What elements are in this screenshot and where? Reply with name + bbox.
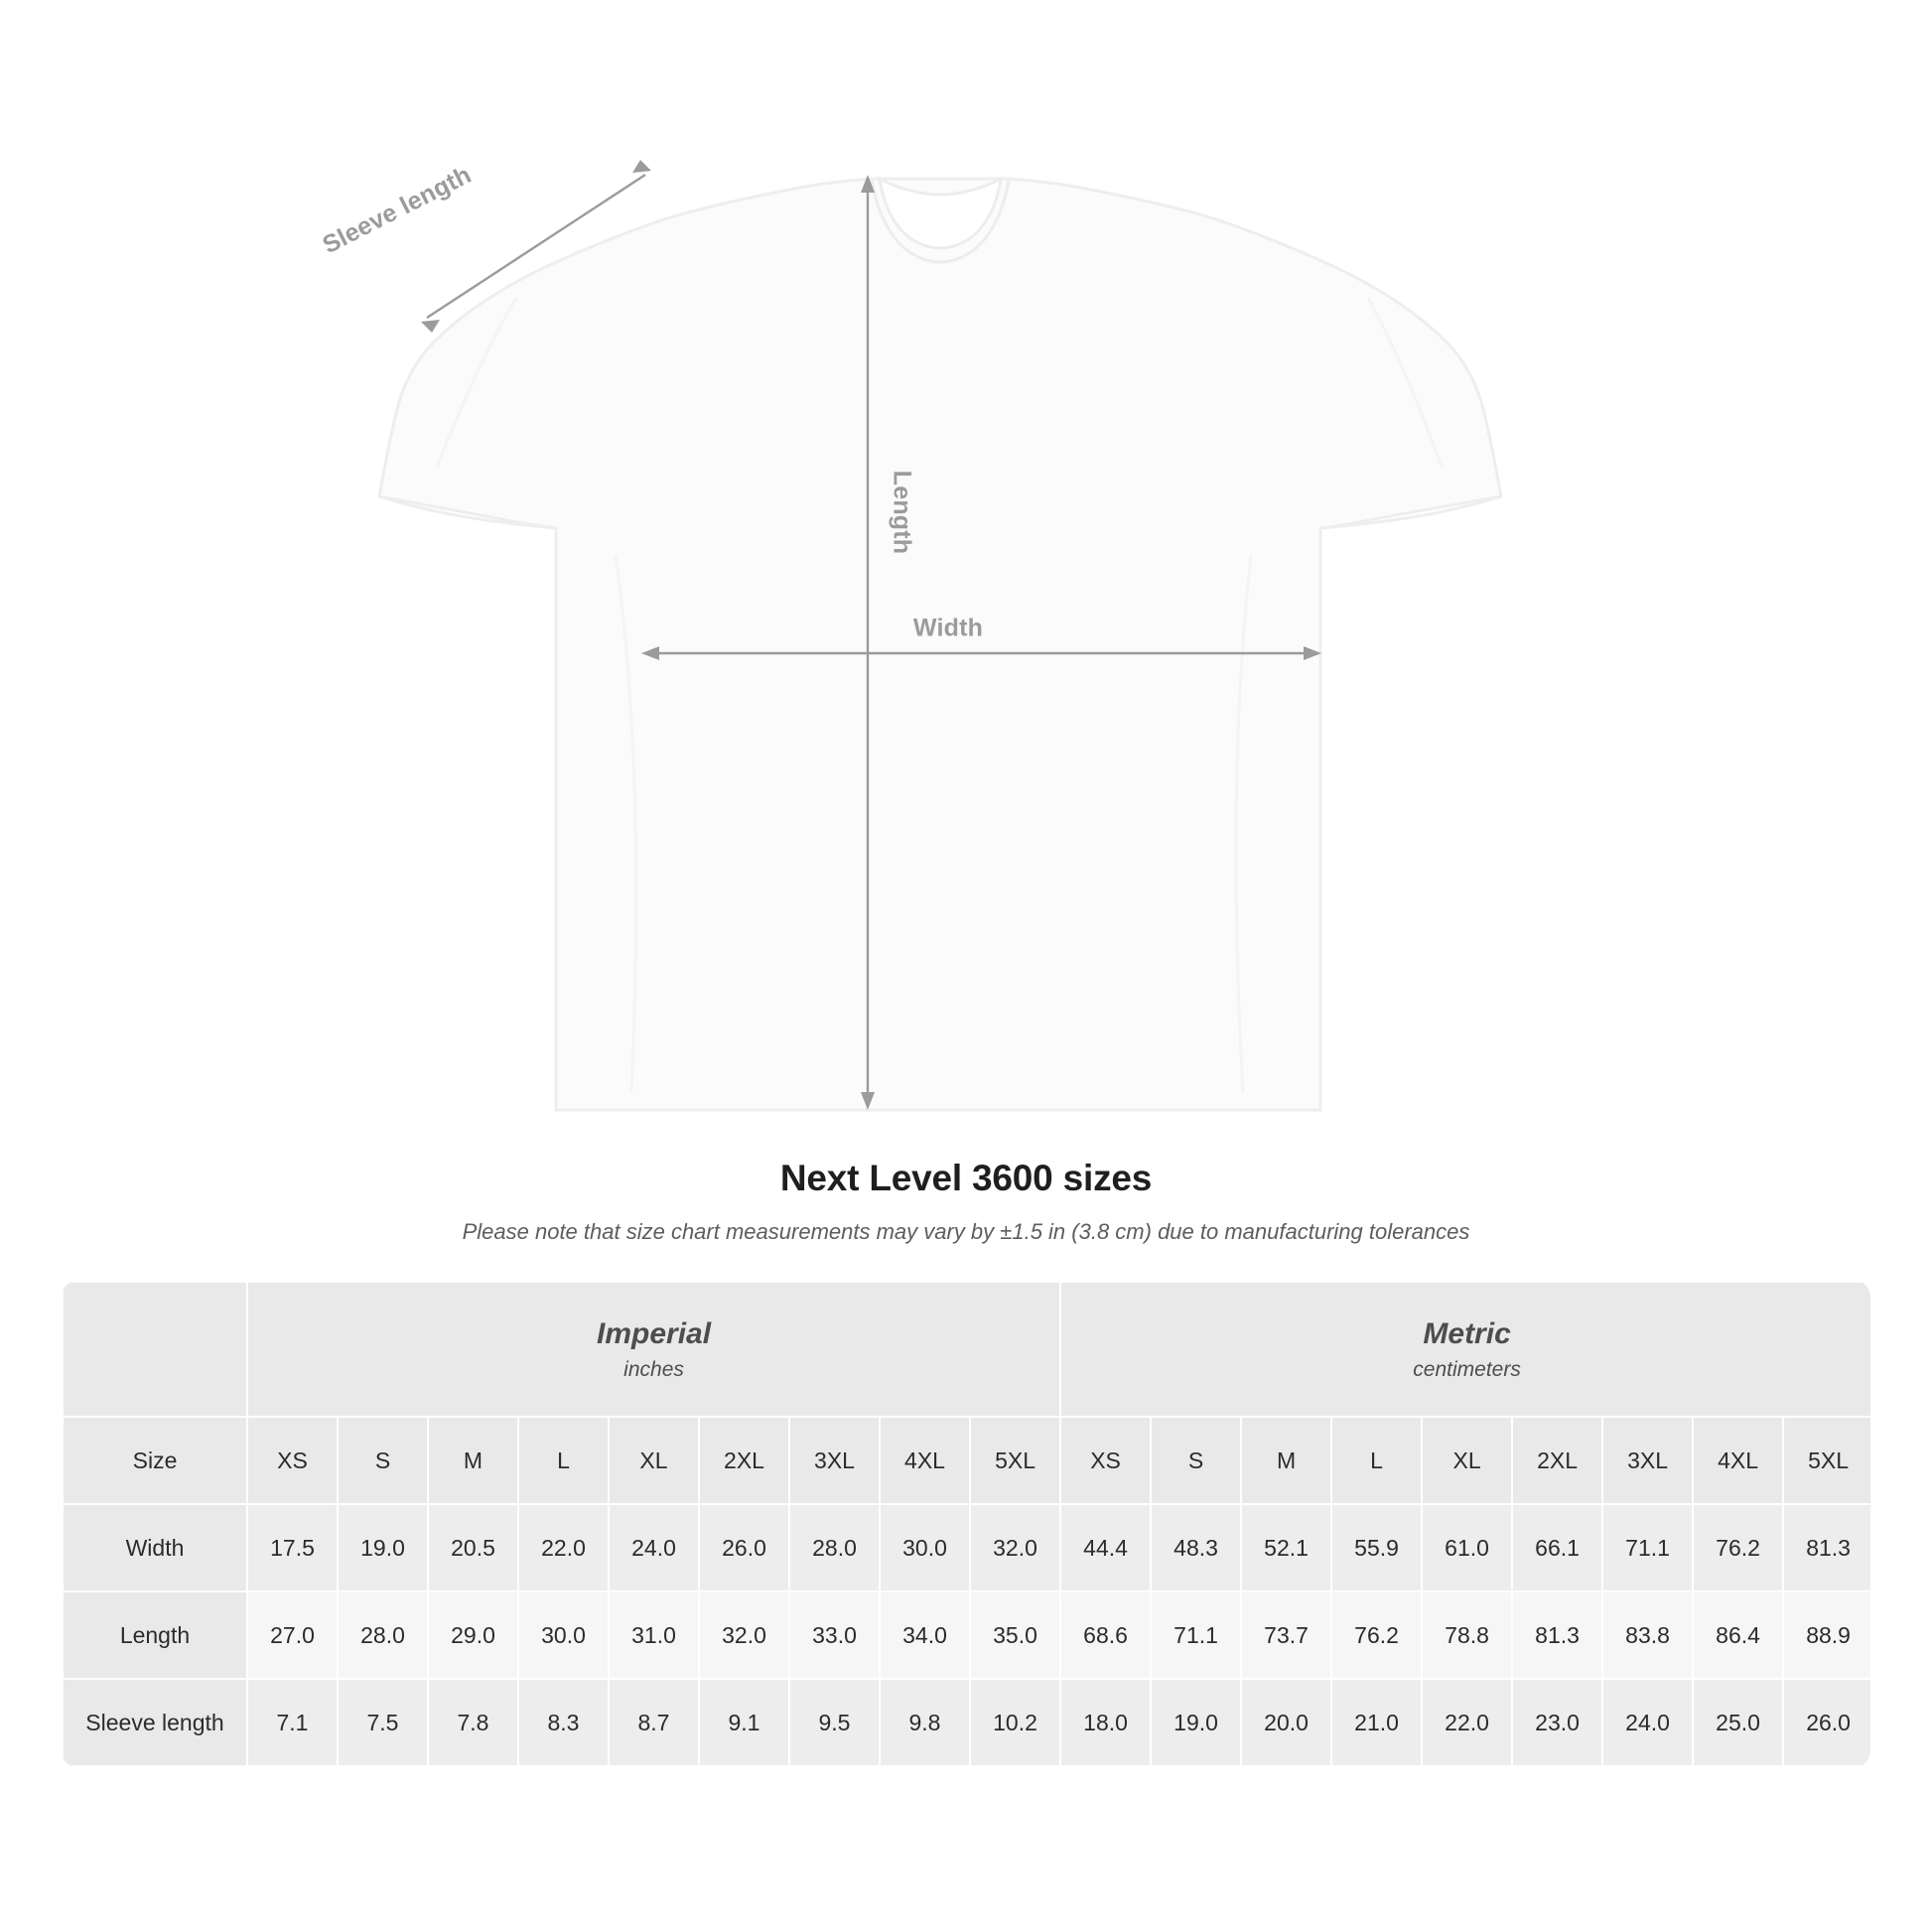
cell-sleeve-met-xl: 22.0	[1422, 1679, 1512, 1766]
size-table	[62, 1281, 1870, 1767]
cell-sleeve-imp-4xl: 9.8	[880, 1679, 970, 1766]
row-label-width: Width	[63, 1504, 247, 1591]
cell-sleeve-imp-xs: 7.1	[247, 1679, 338, 1766]
cell-sleeve-met-2xl: 23.0	[1512, 1679, 1602, 1766]
cell-width-met-xl: 61.0	[1422, 1504, 1512, 1591]
cell-length-imp-s: 28.0	[338, 1591, 428, 1679]
cell-width-imp-l: 22.0	[518, 1504, 609, 1591]
cell-width-met-3xl: 71.1	[1602, 1504, 1693, 1591]
unit-name-metric: Metric	[1423, 1316, 1511, 1350]
size-header-imp-2xl: 2XL	[699, 1417, 789, 1504]
cell-sleeve-imp-2xl: 9.1	[699, 1679, 789, 1766]
size-header-met-3xl: 3XL	[1602, 1417, 1693, 1504]
cell-width-met-xs: 44.4	[1060, 1504, 1151, 1591]
cell-length-met-4xl: 86.4	[1693, 1591, 1783, 1679]
cell-length-imp-3xl: 33.0	[789, 1591, 880, 1679]
width-dimension-label: Width	[912, 614, 984, 642]
row-label-length: Length	[63, 1591, 247, 1679]
cell-length-met-s: 71.1	[1151, 1591, 1241, 1679]
cell-width-met-2xl: 66.1	[1512, 1504, 1602, 1591]
cell-sleeve-imp-xl: 8.7	[609, 1679, 699, 1766]
cell-length-imp-2xl: 32.0	[699, 1591, 789, 1679]
size-header-met-xl: XL	[1422, 1417, 1512, 1504]
cell-length-imp-xs: 27.0	[247, 1591, 338, 1679]
cell-sleeve-met-s: 19.0	[1151, 1679, 1241, 1766]
table-row	[63, 1504, 1870, 1591]
page-title: Next Level 3600 sizes	[779, 1158, 1153, 1198]
unit-header-row	[63, 1282, 1870, 1417]
size-header-met-5xl: 5XL	[1783, 1417, 1870, 1504]
unit-name-imperial: Imperial	[597, 1316, 712, 1350]
unit-header-metric	[1060, 1282, 1870, 1417]
unit-header-corner	[63, 1282, 247, 1417]
size-header-label: Size	[63, 1417, 247, 1504]
cell-length-imp-l: 30.0	[518, 1591, 609, 1679]
size-header-met-m: M	[1241, 1417, 1331, 1504]
size-header-imp-xl: XL	[609, 1417, 699, 1504]
cell-length-imp-4xl: 34.0	[880, 1591, 970, 1679]
tshirt-shape	[379, 179, 1501, 1110]
cell-width-imp-m: 20.5	[428, 1504, 518, 1591]
cell-sleeve-met-m: 20.0	[1241, 1679, 1331, 1766]
cell-sleeve-imp-s: 7.5	[338, 1679, 428, 1766]
cell-width-imp-xs: 17.5	[247, 1504, 338, 1591]
cell-width-imp-5xl: 32.0	[970, 1504, 1060, 1591]
cell-width-imp-2xl: 26.0	[699, 1504, 789, 1591]
size-table-container	[62, 1281, 1870, 1767]
cell-length-met-xs: 68.6	[1060, 1591, 1151, 1679]
cell-length-met-m: 73.7	[1241, 1591, 1331, 1679]
unit-sub-metric: centimeters	[1413, 1357, 1521, 1381]
cell-sleeve-imp-3xl: 9.5	[789, 1679, 880, 1766]
size-header-imp-4xl: 4XL	[880, 1417, 970, 1504]
table-row	[63, 1679, 1870, 1766]
cell-width-imp-4xl: 30.0	[880, 1504, 970, 1591]
cell-width-imp-s: 19.0	[338, 1504, 428, 1591]
length-dimension-label: Length	[888, 470, 916, 555]
size-header-met-l: L	[1331, 1417, 1422, 1504]
size-header-met-xs: XS	[1060, 1417, 1151, 1504]
cell-width-met-m: 52.1	[1241, 1504, 1331, 1591]
cell-length-met-xl: 78.8	[1422, 1591, 1512, 1679]
cell-sleeve-imp-m: 7.8	[428, 1679, 518, 1766]
cell-length-met-2xl: 81.3	[1512, 1591, 1602, 1679]
cell-sleeve-met-l: 21.0	[1331, 1679, 1422, 1766]
size-header-row	[63, 1417, 1870, 1504]
cell-width-met-5xl: 81.3	[1783, 1504, 1870, 1591]
cell-length-imp-5xl: 35.0	[970, 1591, 1060, 1679]
sleeve-length-dimension-label: Sleeve length	[318, 160, 477, 260]
size-header-met-s: S	[1151, 1417, 1241, 1504]
unit-sub-imperial: inches	[623, 1357, 684, 1381]
cell-width-met-l: 55.9	[1331, 1504, 1422, 1591]
size-header-imp-5xl: 5XL	[970, 1417, 1060, 1504]
size-header-met-4xl: 4XL	[1693, 1417, 1783, 1504]
size-header-imp-s: S	[338, 1417, 428, 1504]
cell-sleeve-met-5xl: 26.0	[1783, 1679, 1870, 1766]
cell-sleeve-imp-l: 8.3	[518, 1679, 609, 1766]
size-header-met-2xl: 2XL	[1512, 1417, 1602, 1504]
cell-length-imp-m: 29.0	[428, 1591, 518, 1679]
size-header-imp-l: L	[518, 1417, 609, 1504]
cell-length-met-l: 76.2	[1331, 1591, 1422, 1679]
cell-width-imp-xl: 24.0	[609, 1504, 699, 1591]
size-header-imp-xs: XS	[247, 1417, 338, 1504]
tolerance-note: Please note that size chart measurements may vary by ±1.5 in (3.8 cm) due to manufacturing tolerances	[462, 1219, 1470, 1244]
cell-sleeve-imp-5xl: 10.2	[970, 1679, 1060, 1766]
size-header-imp-m: M	[428, 1417, 518, 1504]
table-row	[63, 1591, 1870, 1679]
cell-sleeve-met-4xl: 25.0	[1693, 1679, 1783, 1766]
cell-length-met-3xl: 83.8	[1602, 1591, 1693, 1679]
size-table-head	[63, 1282, 1870, 1504]
row-label-sleeve-length: Sleeve length	[63, 1679, 247, 1766]
chart-heading	[0, 1158, 1932, 1245]
size-header-imp-3xl: 3XL	[789, 1417, 880, 1504]
size-table-body	[63, 1504, 1870, 1766]
unit-header-imperial	[247, 1282, 1060, 1417]
cell-sleeve-met-3xl: 24.0	[1602, 1679, 1693, 1766]
cell-sleeve-met-xs: 18.0	[1060, 1679, 1151, 1766]
cell-length-imp-xl: 31.0	[609, 1591, 699, 1679]
cell-width-met-s: 48.3	[1151, 1504, 1241, 1591]
cell-length-met-5xl: 88.9	[1783, 1591, 1870, 1679]
cell-width-met-4xl: 76.2	[1693, 1504, 1783, 1591]
cell-width-imp-3xl: 28.0	[789, 1504, 880, 1591]
